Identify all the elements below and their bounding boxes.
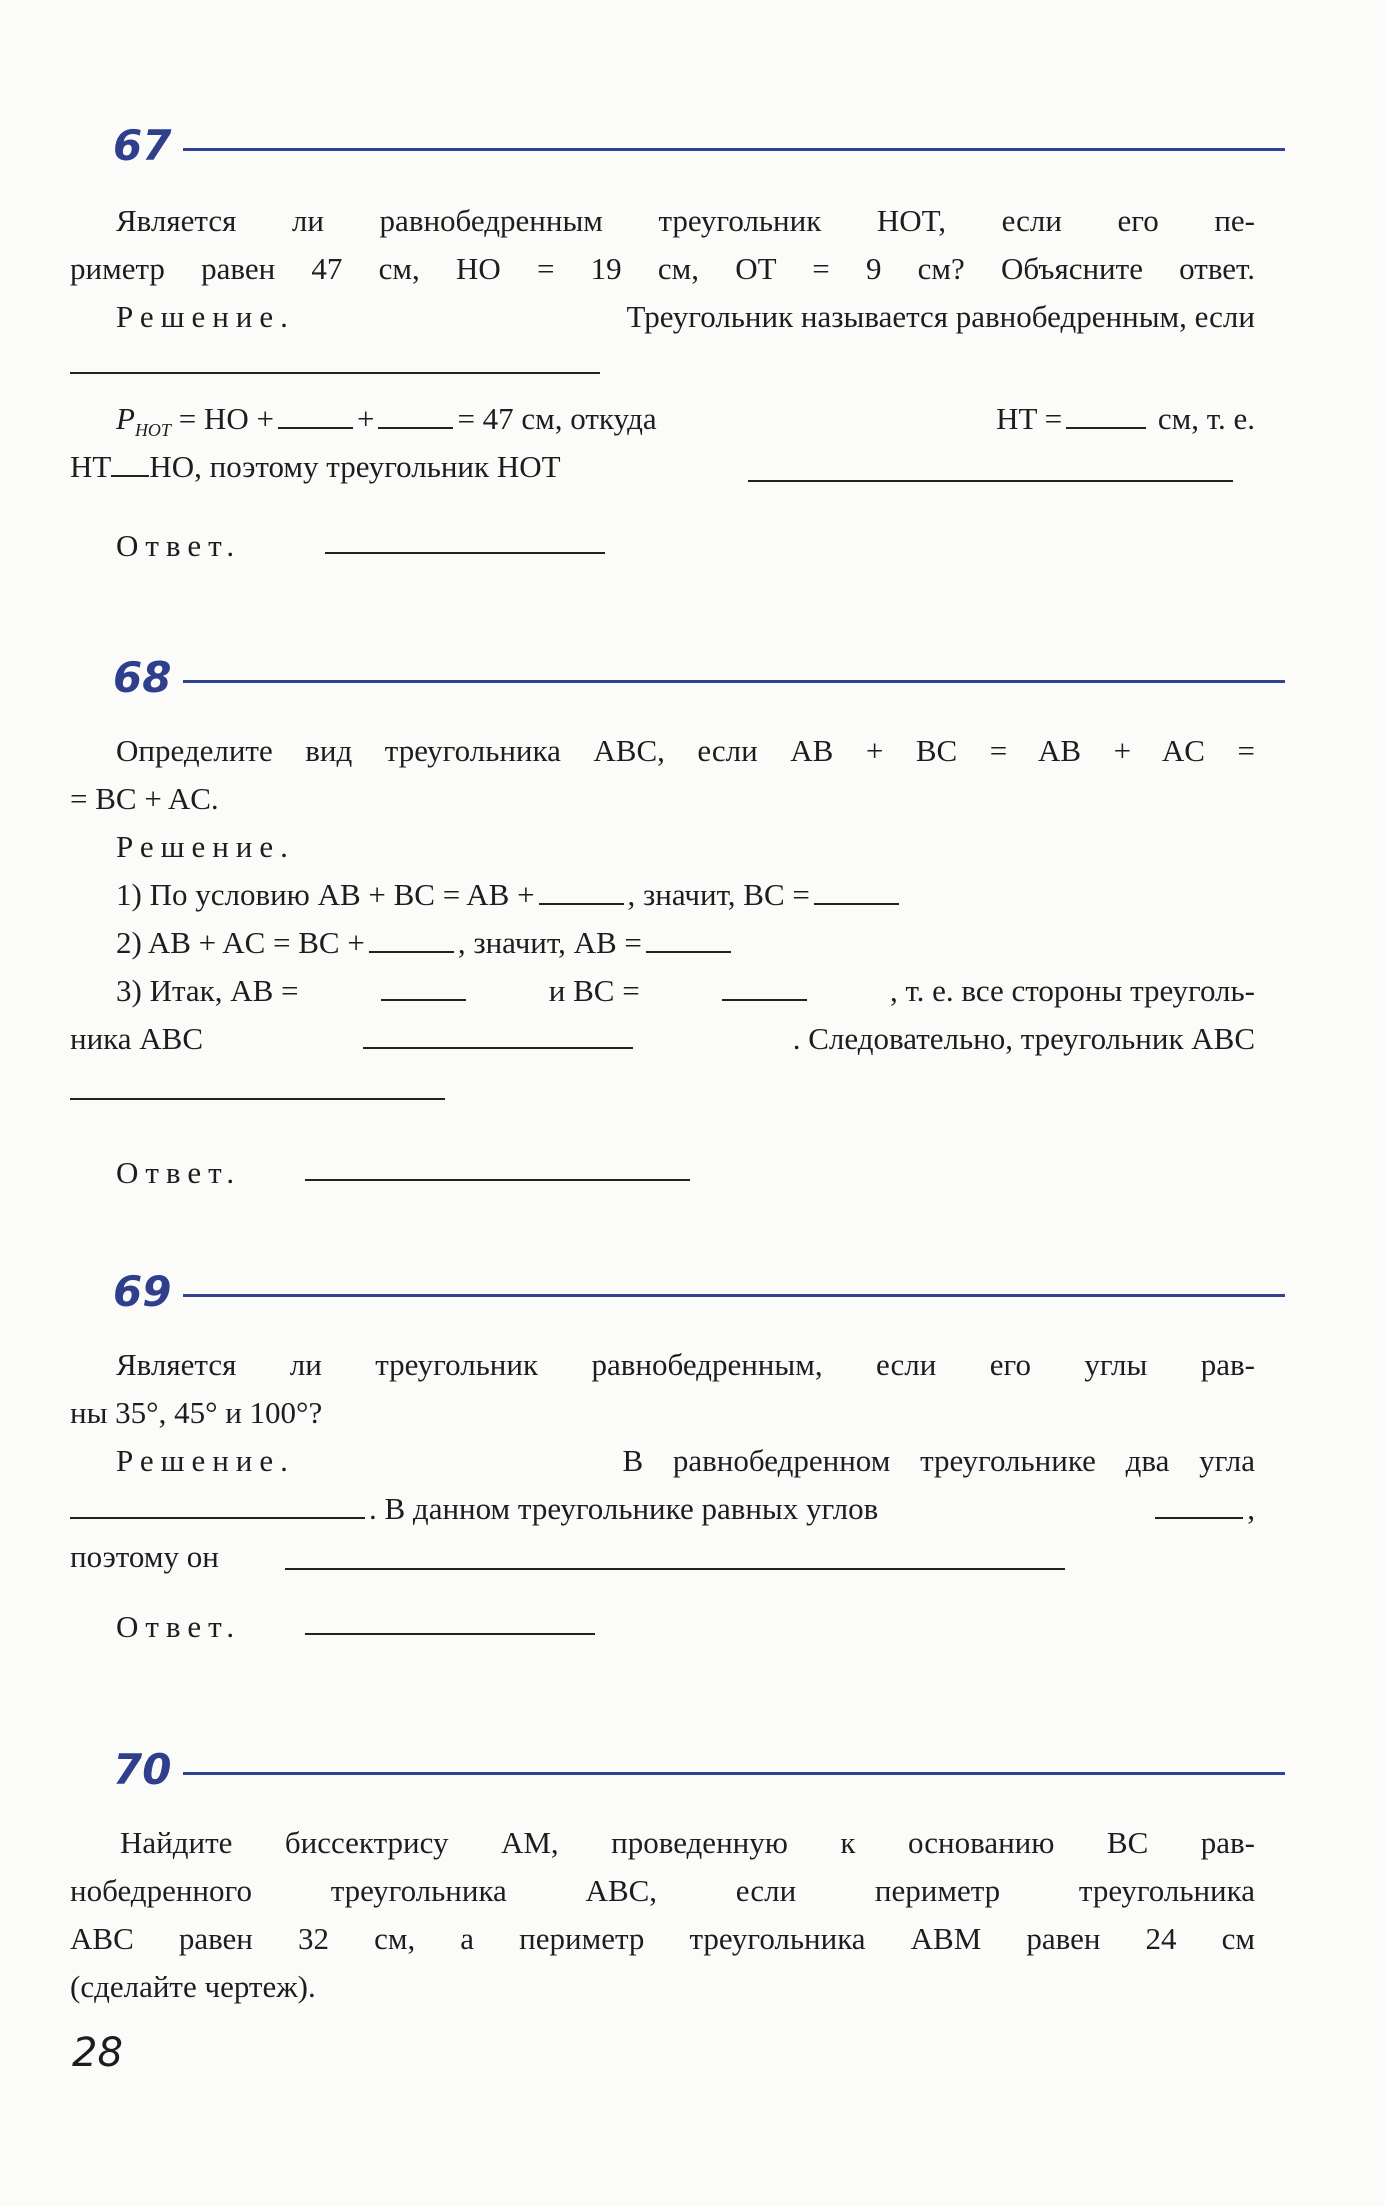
answer-label: Ответ. [116, 528, 242, 563]
step-line: 2) AB + AC = BC + , значит, AB = [116, 922, 1301, 964]
exercise-text-line: ны 35°, 45° и 100°? [70, 1395, 323, 1430]
answer-blank [305, 1179, 690, 1181]
answer-blank [70, 1489, 365, 1519]
answer-line [116, 1152, 1301, 1194]
conclusion-line: HT HO, поэтому треугольник HOT [70, 449, 561, 484]
exercise-number: 68 [113, 653, 172, 702]
solution-line: поэтому он [70, 1539, 219, 1574]
answer-blank [378, 399, 453, 429]
exercise-header-rule [183, 1294, 1285, 1297]
exercise-header-rule [183, 680, 1285, 683]
answer-blank [814, 875, 899, 905]
exercise-text-line: Является ли равнобедренным треугольник HOT, если его пе- [116, 203, 1255, 238]
answer-blank [305, 1633, 595, 1635]
solution-line: . В данном треугольнике равных углов , [70, 1488, 1255, 1530]
exercise-header-rule [183, 148, 1285, 151]
solution-line [116, 826, 1301, 868]
answer-label: Ответ. [116, 1609, 242, 1644]
answer-blank [539, 875, 624, 905]
answer-label: Ответ. [116, 1155, 242, 1190]
answer-blank [70, 1098, 445, 1100]
exercise-header-rule [183, 1772, 1285, 1775]
page-number: 28 [72, 2030, 123, 2076]
exercise-number: 70 [113, 1745, 172, 1794]
answer-blank [285, 1568, 1065, 1570]
solution-line [116, 1440, 1255, 1482]
answer-blank [722, 971, 807, 1001]
formula-lhs: $P_{HOT}$ = HO + + = 47 см, откуда [116, 401, 657, 441]
answer-blank [646, 923, 731, 953]
answer-line [116, 1606, 1301, 1648]
answer-blank [748, 480, 1233, 482]
solution-text: Треугольник называется равнобедренным, если [626, 299, 1255, 334]
exercise-text-line: Определите вид треугольника ABC, если AB + BC = AB + AC = [116, 733, 1255, 768]
exercise-number: 69 [113, 1267, 172, 1316]
answer-blank [363, 1019, 633, 1049]
formula-line [116, 398, 1255, 451]
solution-text: В равнобедренном треугольнике два угла [622, 1443, 1255, 1478]
answer-blank [111, 447, 149, 477]
formula-rhs: HT = см, т. е. [996, 401, 1255, 436]
exercise-text-line: (сделайте чертеж). [70, 1969, 316, 2004]
step-line: 1) По условию AB + BC = AB + , значит, BC = [116, 874, 1301, 916]
answer-blank [278, 399, 353, 429]
answer-blank [325, 552, 605, 554]
answer-blank [1066, 399, 1146, 429]
exercise-text-line: ABC равен 32 см, а периметр треугольника ABM равен 24 см [70, 1921, 1255, 1956]
answer-blank [369, 923, 454, 953]
exercise-text-line: риметр равен 47 см, HO = 19 см, OT = 9 см? Объясните ответ. [70, 251, 1255, 286]
answer-line [116, 525, 1301, 567]
exercise-text-line: Найдите биссектрису AM, проведенную к основанию BC рав- [120, 1825, 1255, 1860]
exercise-text-line: нобедренного треугольника ABC, если периметр треугольника [70, 1873, 1255, 1908]
step-line: ника ABC . Следовательно, треугольник ABC [70, 1021, 1255, 1056]
solution-label: Решение. [116, 1443, 295, 1478]
exercise-number: 67 [113, 121, 172, 170]
answer-blank [70, 372, 600, 374]
step-line: 3) Итак, AB = и BC = , т. е. все стороны треуголь- [116, 973, 1255, 1008]
solution-line [116, 296, 1255, 338]
exercise-text-line: = BC + AC. [70, 781, 219, 816]
answer-blank [381, 971, 466, 1001]
answer-blank [1155, 1489, 1243, 1519]
solution-label: Решение. [116, 299, 295, 334]
exercise-text-line: Является ли треугольник равнобедренным, если его углы рав- [116, 1347, 1255, 1382]
solution-label: Решение. [116, 829, 295, 864]
